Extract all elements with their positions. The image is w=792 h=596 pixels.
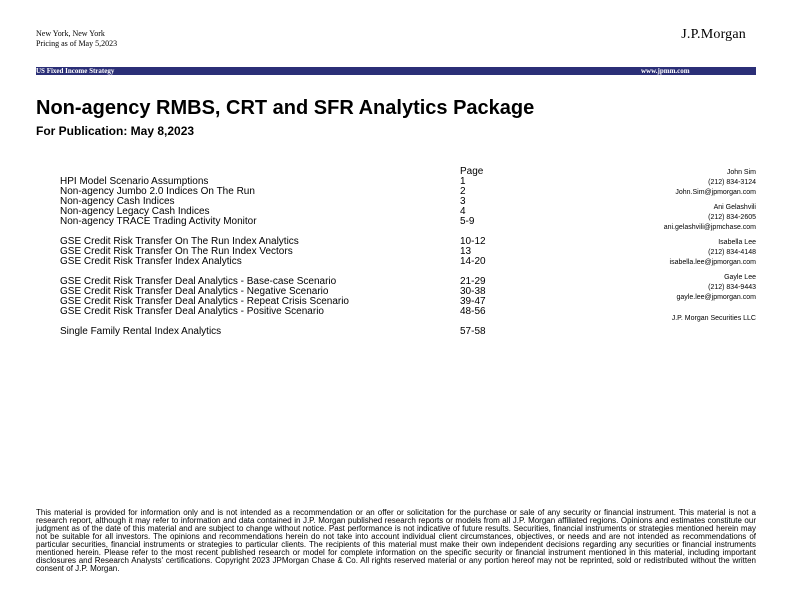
toc-title: GSE Credit Risk Transfer On The Run Index Vectors: [60, 246, 293, 257]
toc-page: 1: [460, 176, 466, 187]
legal-disclaimer: This material is provided for information only and is not intended as a recommendation or an offer or solicitation for the purchase or sale of any security or financial instrument. This material is not a research report, although it may refer to information and data contained in J.P. Morgan published research reports or models from all J.P. Morgan affiliated regions. Opinions and estimates constitute our judgment as of the date of this material and are subject to change without notice. Past performance is not indicative of future results. Securities, financial instruments or strategies mentioned herein may not be suitable for all investors. The opinions and recommendations herein do not take into account individual client circumstances, objectives, or needs and are not intended as recommendations of particular securities, financial instruments or strategies to particular clients. The recipients of this material must make their own independent decisions regarding any securities or financial instruments mentioned herein. Please refer to the most recent published research or model for complete information on the specific security or financial instrument mentioned in this material, including important disclosures and Research Analysts' certifications. Copyright 2023 JPMorgan Chase & Co. All rights reserved material or any portion hereof may not be reprinted, sold or redistributed without the written consent of J.P. Morgan.: [36, 508, 756, 573]
contact-name: Gayle Lee: [724, 274, 756, 281]
toc-title: GSE Credit Risk Transfer Deal Analytics - Negative Scenario: [60, 286, 329, 297]
toc-page: 3: [460, 196, 466, 207]
toc-title: HPI Model Scenario Assumptions: [60, 176, 209, 187]
toc-row[interactable]: [60, 257, 510, 267]
toc-row[interactable]: [60, 217, 510, 227]
table-of-contents: [60, 167, 510, 337]
toc-row[interactable]: [60, 327, 510, 337]
toc-title: Single Family Rental Index Analytics: [60, 326, 222, 337]
toc-title: GSE Credit Risk Transfer Deal Analytics - Positive Scenario: [60, 306, 324, 317]
contact-name: John Sim: [726, 169, 756, 176]
toc-page: 10-12: [460, 236, 486, 247]
contact-email[interactable]: gayle.lee@jpmorgan.com: [676, 294, 756, 301]
contact-email[interactable]: ani.gelashvili@jpmchase.com: [663, 224, 756, 231]
toc-title: GSE Credit Risk Transfer Index Analytics: [60, 256, 242, 267]
toc-page: 2: [460, 186, 466, 197]
toc-page: 21-29: [460, 276, 486, 287]
contact-phone: (212) 834-4148: [708, 249, 756, 256]
band-website-link[interactable]: www.jpmm.com: [641, 67, 690, 75]
toc-page: 30-38: [460, 286, 486, 297]
toc-page-header: Page: [460, 166, 484, 177]
contact-card: [556, 168, 756, 198]
toc-title: Non-agency Jumbo 2.0 Indices On The Run: [60, 186, 255, 197]
toc-page: 5-9: [460, 216, 475, 227]
toc-title: Non-agency Cash Indices: [60, 196, 175, 207]
contact-card: [556, 203, 756, 233]
pricing-date: Pricing as of May 5,2023: [36, 39, 118, 48]
toc-title: GSE Credit Risk Transfer Deal Analytics - Repeat Crisis Scenario: [60, 296, 349, 307]
band-department: US Fixed Income Strategy: [36, 67, 115, 75]
toc-page: 4: [460, 206, 466, 217]
analyst-contacts: [556, 168, 756, 324]
contact-phone: (212) 834-9443: [708, 284, 756, 291]
location-text: New York, New York: [36, 29, 105, 38]
toc-page: 14-20: [460, 256, 486, 267]
contact-email[interactable]: John.Sim@jpmorgan.com: [675, 189, 756, 196]
jpmorgan-logo: J.P.Morgan: [681, 27, 746, 42]
contact-phone: (212) 834-2605: [708, 214, 756, 221]
publication-date: For Publication: May 8,2023: [36, 124, 195, 138]
contact-card: [556, 238, 756, 268]
firm-name: J.P. Morgan Securities LLC: [671, 315, 756, 322]
toc-title: Non-agency Legacy Cash Indices: [60, 206, 210, 217]
toc-page: 57-58: [460, 326, 486, 337]
toc-row[interactable]: [60, 307, 510, 317]
header-location-block: [36, 29, 117, 49]
contact-email[interactable]: isabella.lee@jpmorgan.com: [669, 259, 756, 266]
toc-page: 39-47: [460, 296, 486, 307]
toc-title: GSE Credit Risk Transfer On The Run Index Analytics: [60, 236, 299, 247]
header-band: [36, 67, 756, 75]
toc-page: 48-56: [460, 306, 486, 317]
contact-name: Isabella Lee: [718, 239, 756, 246]
toc-page: 13: [460, 246, 472, 257]
contact-name: Ani Gelashvili: [713, 204, 756, 211]
page-title: Non-agency RMBS, CRT and SFR Analytics Package: [36, 97, 535, 119]
toc-title: GSE Credit Risk Transfer Deal Analytics - Base-case Scenario: [60, 276, 337, 287]
contact-card: [556, 273, 756, 303]
contact-spacer: [556, 303, 756, 314]
contact-phone: (212) 834-3124: [708, 179, 756, 186]
toc-title: Non-agency TRACE Trading Activity Monitor: [60, 216, 257, 227]
